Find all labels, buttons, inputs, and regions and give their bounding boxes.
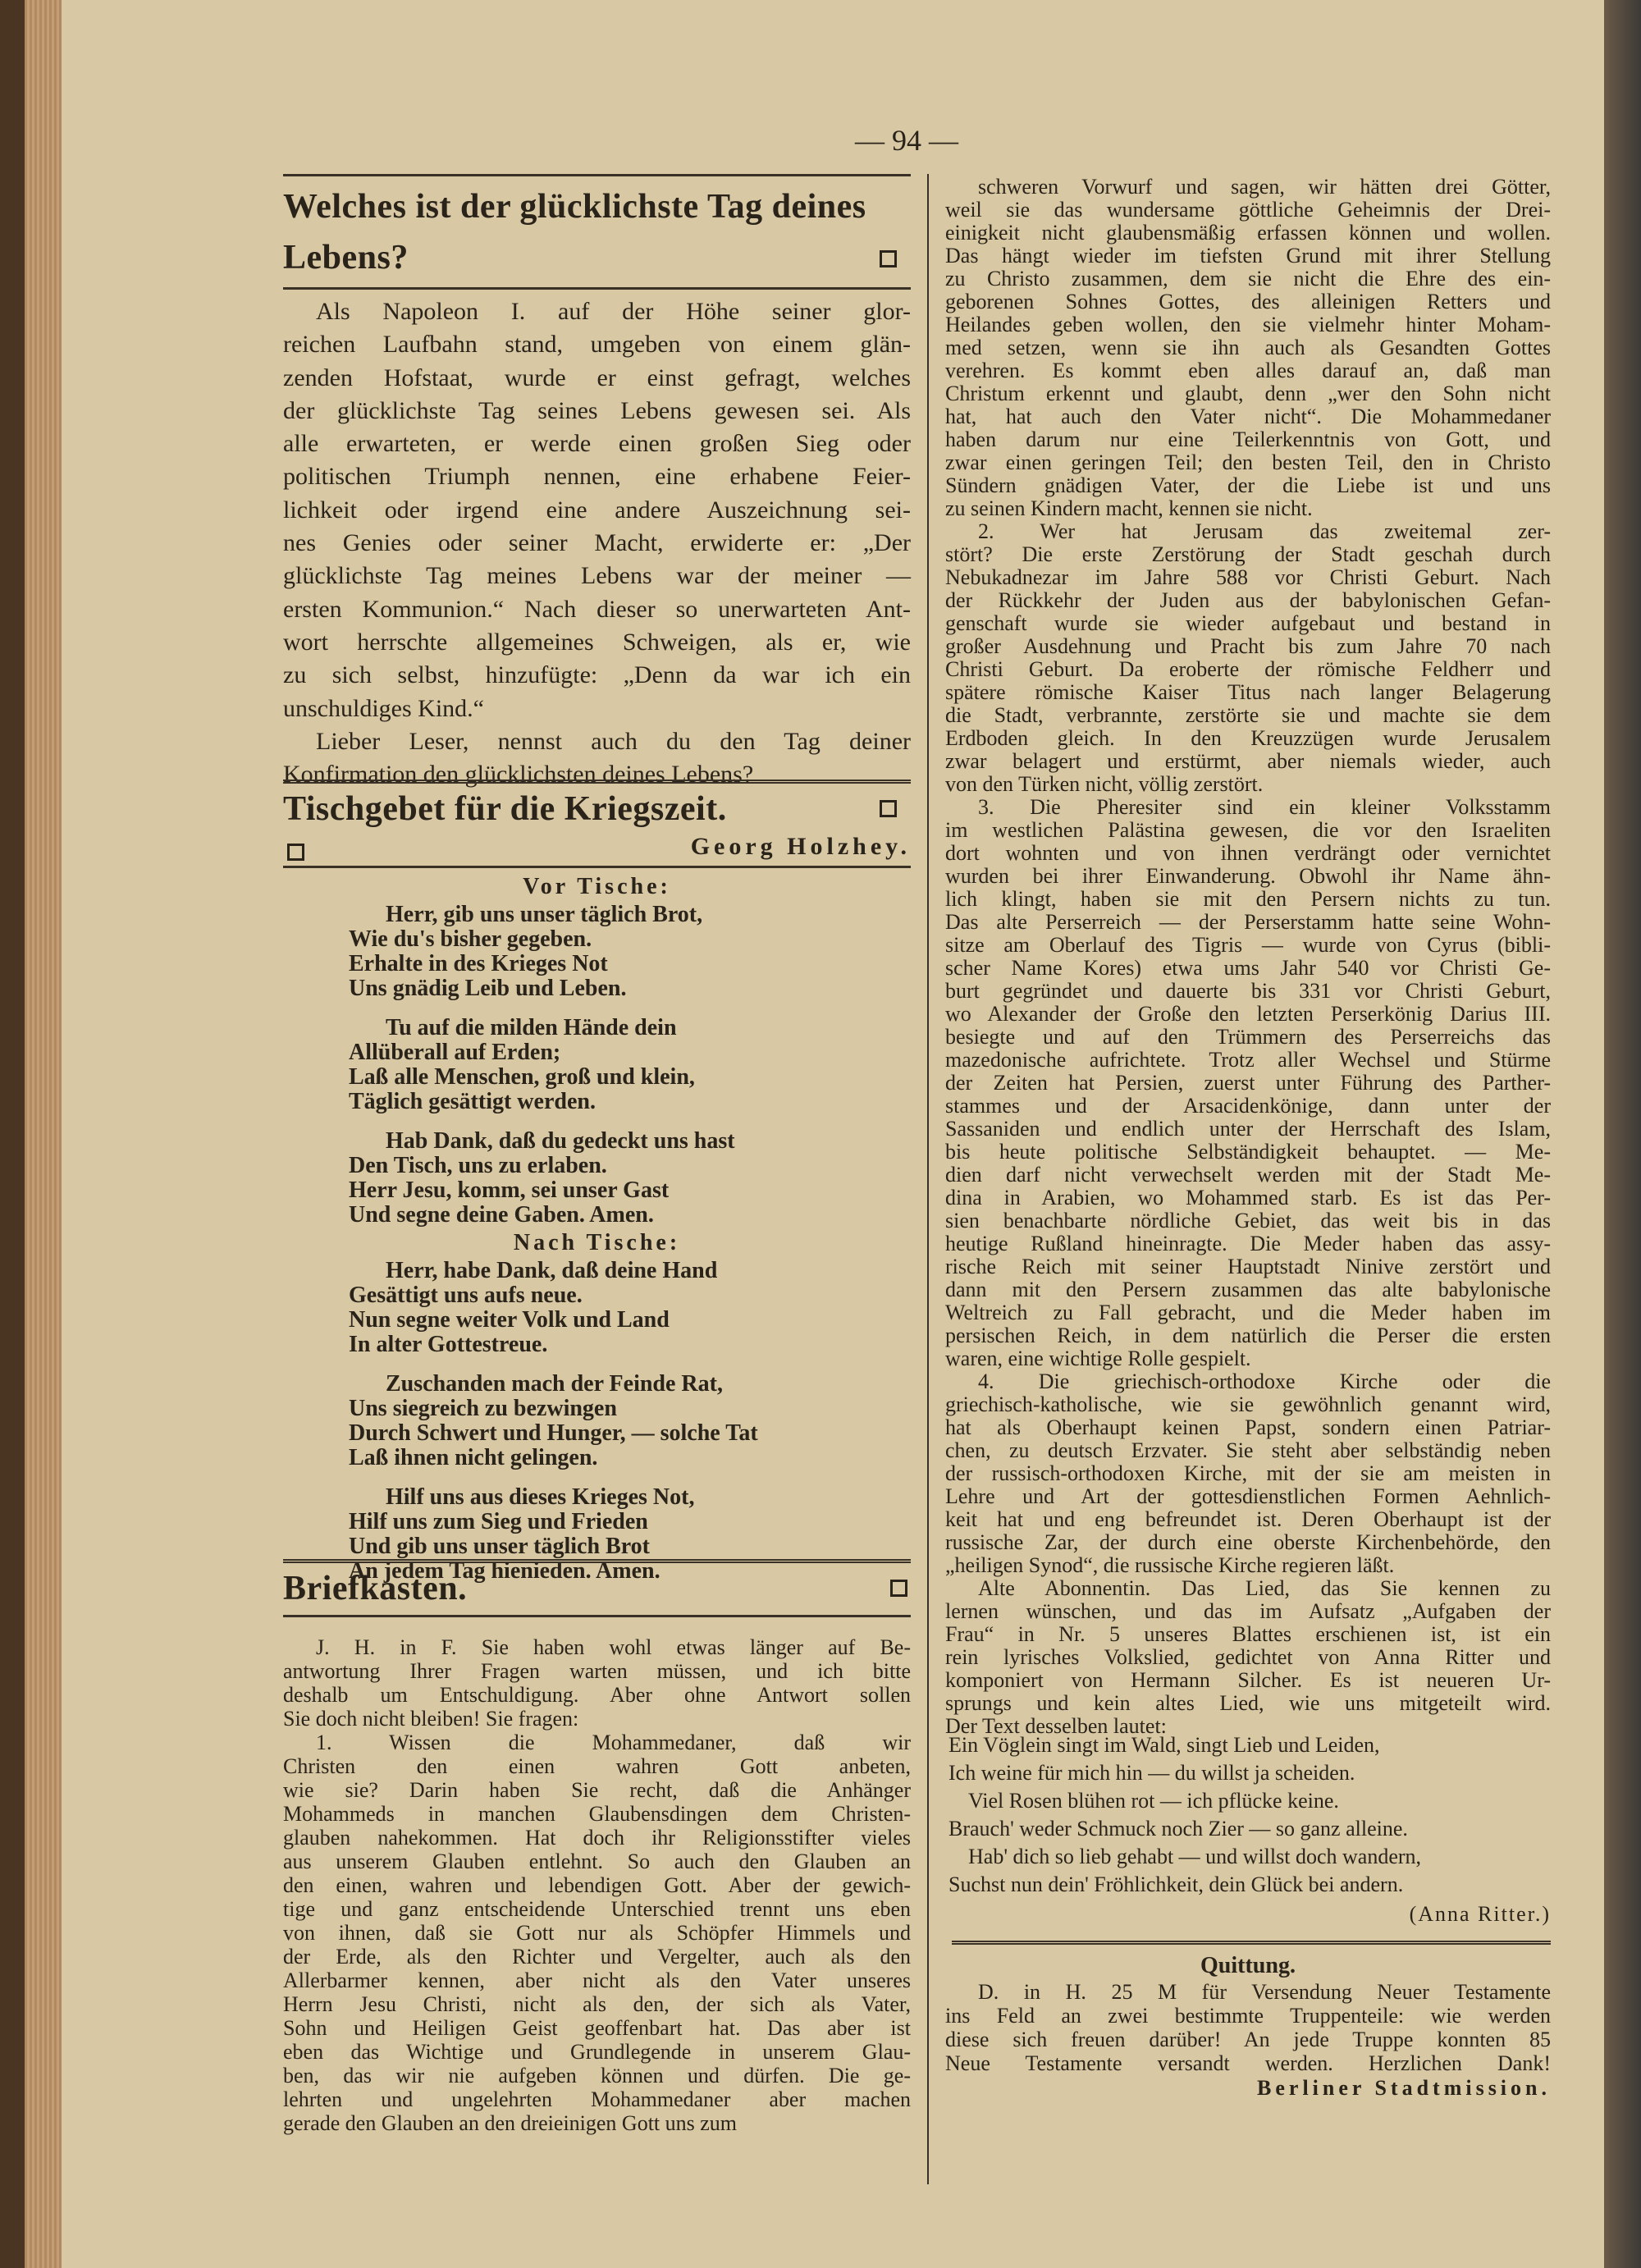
text-line: wurden bei ihrer Einwanderung. Obwohl ihr Name ähn- (945, 864, 1551, 888)
text-line: der glücklichste Tag seines Lebens gewesen sei. Als (283, 396, 911, 424)
text-line: Gesättigt uns aufs neue. (349, 1283, 583, 1308)
text-line: verehren. Es kommt eben alles darauf an, daß man (945, 359, 1551, 382)
text-line: nes Genies oder seiner Macht, erwiderte er: „Der (283, 529, 911, 557)
quittung-signature: Berliner Stadtmission. (1257, 2076, 1551, 2100)
text-line: heutige Rußland hineinragte. Die Meder haben das assy- (945, 1232, 1551, 1255)
text-line: die Stadt, verbrannte, zerstörte sie und machte sie dem (945, 703, 1551, 727)
text-line: antwortung Ihrer Fragen warten müssen, und ich bitte (283, 1659, 911, 1683)
text-line: genschaft wurde sie wieder aufgebaut und bestand in (945, 611, 1551, 635)
text-line: spätere römische Kaiser Titus nach langer Belagerung (945, 680, 1551, 704)
text-line: chen, zu deutsch Erzvater. Sie steht aber selbständig neben (945, 1438, 1551, 1462)
square-ornament-icon (880, 250, 897, 267)
text-line: Laß alle Menschen, groß und klein, (349, 1064, 695, 1090)
text-line: politischen Triumph nennen, eine erhabene Feier- (283, 463, 911, 491)
text-line: Nebukadnezar im Jahre 588 vor Christi Geburt. Nach (945, 565, 1551, 589)
quittung-title: Quittung. (1200, 1953, 1296, 1978)
text-line: Mohammeds in manchen Glaubensdingen dem Christen- (283, 1802, 911, 1826)
text-line: lichkeit oder irgend eine andere Auszeichnung sei- (283, 496, 911, 524)
song-author: (Anna Ritter.) (1409, 1902, 1551, 1926)
text-line: Den Tisch, uns zu erlaben. (349, 1153, 607, 1178)
text-line: Tu auf die milden Hände dein (386, 1015, 677, 1040)
stanza-gap (283, 1357, 911, 1372)
text-line: burt gegründet und dauerte bis 331 vor Christi Geburt, (945, 979, 1551, 1003)
text-line: diese sich freuen darüber! An jede Truppe konnten 85 (945, 2028, 1551, 2051)
text-line: Als Napoleon I. auf der Höhe seiner glor- (316, 298, 911, 325)
book-spine-edge (0, 0, 25, 2268)
text-line: schweren Vorwurf und sagen, wir hätten drei Götter, (978, 175, 1551, 199)
text-line: „heiligen Synod“, die russische Kirche regieren läßt. (945, 1553, 1395, 1577)
text-line: gerade den Glauben an den dreieinigen Gott uns zum (283, 2111, 738, 2135)
text-line: Lehre und Art der gottesdienstlichen Formen Aehnlich- (945, 1484, 1551, 1508)
text-line: wort herrschte allgemeines Schweigen, als er, wie (283, 628, 911, 656)
text-line: dann mit den Persern zusammen das alte babylonische (945, 1278, 1551, 1301)
text-line: zu seinen Kindern macht, kennen sie nicht. (945, 496, 1313, 520)
text-line: Herr, gib uns unser täglich Brot, (386, 902, 703, 927)
text-line: der Rückkehr der Juden aus der babylonischen Gefan- (945, 588, 1551, 612)
text-line: zwar belagert und erstürmt, aber niemals wieder, auch (945, 749, 1551, 773)
text-line: großer Ausdehnung und Pracht bis zum Jahre 70 nach (945, 634, 1551, 658)
text-line: hat als Oberhaupt keinen Papst, sondern einen Patriar- (945, 1415, 1551, 1439)
text-line: Uns gnädig Leib und Leben. (349, 976, 627, 1001)
text-line: haben darum nur eine Teilerkenntnis von Gott, und (945, 428, 1551, 451)
text-line: glücklichste Tag meines Lebens war der meiner — (283, 562, 911, 590)
text-line: im westlichen Palästina gewesen, die vor den Israeliten (945, 818, 1551, 842)
text-line: von den Türken nicht, völlig zerstört. (945, 772, 1264, 796)
text-line: Herr, habe Dank, daß deine Hand (386, 1258, 718, 1283)
text-line: Hab Dank, daß du gedeckt uns hast (386, 1128, 735, 1154)
text-line: aus unserem Glauben entlehnt. So auch den Glauben an (283, 1850, 911, 1873)
text-line: stört? Die erste Zerstörung der Stadt geschah durch (945, 542, 1551, 566)
text-line: Herrn Jesu Christi, nicht als den, der sich als Vater, (283, 1992, 911, 2016)
page-stack-edge (25, 0, 62, 2268)
text-line: persischen Reich, in dem natürlich die Perser die ersten (945, 1324, 1551, 1347)
text-line: 1. Wissen die Mohammedaner, daß wir (316, 1731, 911, 1754)
text-line: Durch Schwert und Hunger, — solche Tat (349, 1420, 758, 1446)
text-line: geborenen Sohnes Gottes, des alleinigen Retters und (945, 290, 1551, 313)
text-line: lehrten und ungelehrten Mohammedaner aber machen (283, 2087, 911, 2111)
stanza-gap (283, 1114, 911, 1129)
text-line: Konfirmation den glücklichsten deines Lebens? (283, 761, 754, 789)
article-body (283, 295, 911, 791)
text-line: eben das Wichtige und Grundlegende in unserem Glau- (283, 2040, 911, 2064)
poem (283, 871, 911, 1584)
text-line: Allerbarmer kennen, aber nicht als den Vater unseres (283, 1968, 911, 1992)
text-line: Lieber Leser, nennst auch du den Tag deiner (316, 727, 911, 755)
stanza-gap (283, 1470, 911, 1485)
text-line: zwar einen geringen Teil; den besten Teil, den in Christo (945, 450, 1551, 474)
text-line: Das alte Perserreich — der Perserstamm hatte seine Wohn- (945, 910, 1551, 934)
text-line: zenden Hofstaat, wurde er einst gefragt, welches (283, 364, 911, 391)
text-line: Das hängt wieder im tiefsten Grund mit ihrer Stellung (945, 244, 1551, 267)
text-line: Und gib uns unser täglich Brot (349, 1534, 650, 1559)
text-line: ersten Kommunion.“ Nach dieser so unerwarteten Ant- (283, 595, 911, 623)
text-line: scher Name Kores) etwa ums Jahr 540 vor Christi Ge- (945, 956, 1551, 980)
text-line: sprungs und kein altes Lied, wie uns mitgeteilt wird. (945, 1691, 1551, 1715)
text-line: J. H. in F. Sie haben wohl etwas länger auf Be- (316, 1635, 911, 1659)
text-line: Hilf uns aus dieses Krieges Not, (386, 1484, 695, 1510)
text-line: Nun segne weiter Volk und Land (349, 1307, 670, 1333)
text-line: von ihnen, daß sie Gott nur als Schöpfer Himmels und (283, 1921, 911, 1945)
text-line: Sohn und Heiligen Geist geoffenbart hat. Das aber ist (283, 2016, 911, 2040)
text-line: Vor Tische: (523, 874, 671, 899)
square-ornament-icon (287, 844, 304, 861)
text-line: zu Christo zusammen, dem sie nicht die Ehre des ein- (945, 267, 1551, 290)
text-line: komponiert von Hermann Silcher. Es ist neueren Ur- (945, 1668, 1551, 1692)
text-line: unschuldiges Kind.“ (283, 694, 484, 722)
text-line: D. in H. 25 M für Versendung Neuer Testamente (978, 1980, 1551, 2004)
book-right-edge (1604, 0, 1641, 2268)
article-title-line: Welches ist der glücklichste Tag deines (283, 188, 866, 226)
briefkasten-continued (945, 176, 1551, 1738)
text-line: keit hat und eng befreundet ist. Deren Oberhaupt ist der (945, 1507, 1551, 1531)
text-line: Sie doch nicht bleiben! Sie fragen: (283, 1707, 579, 1731)
text-line: Laß ihnen nicht gelingen. (349, 1445, 598, 1470)
text-line: Ein Vöglein singt im Wald, singt Lieb und Leiden, (948, 1733, 1380, 1757)
text-line: den einen, wahren und lebendigen Gott. Aber der gewich- (283, 1873, 911, 1897)
text-line: zu sich selbst, hinzufügte: „Denn da war ich ein (283, 661, 911, 689)
text-line: rein lyrisches Volkslied, gedichtet von Anna Ritter und (945, 1645, 1551, 1669)
text-line: Ich weine für mich hin — du willst ja scheiden. (948, 1761, 1355, 1785)
text-line: dien darf nicht verwechselt werden mit der Stadt Me- (945, 1163, 1551, 1187)
text-line: der Erde, als den Richter und Vergelter, auch als den (283, 1945, 911, 1968)
text-line: ben, das wir nie aufgeben können und dürfen. Die ge- (283, 2064, 911, 2087)
text-line: med setzen, wenn sie ihn auch als Gesandten Gottes (945, 336, 1551, 359)
rule (952, 1941, 1551, 1945)
text-line: Christum erkennt und glaubt, denn „wer den Sohn nicht (945, 382, 1551, 405)
poem-author: Georg Holzhey. (690, 833, 911, 860)
text-line: der russisch-orthodoxen Kirche, mit der sie am meisten in (945, 1461, 1551, 1485)
text-line: Viel Rosen blühen rot — ich pflücke keine. (968, 1789, 1339, 1813)
text-line: Suchst nun dein' Fröhlichkeit, dein Glück bei andern. (948, 1872, 1404, 1896)
text-line: wie sie? Darin haben Sie recht, daß die Anhänger (283, 1778, 911, 1802)
text-line: Alte Abonnentin. Das Lied, das Sie kennen zu (978, 1576, 1551, 1600)
text-line: Sassaniden und endlich unter der Herrschaft des Islam, (945, 1117, 1551, 1141)
text-line: dina in Arabien, wo Mohammed starb. Es ist das Per- (945, 1186, 1551, 1209)
text-line: Herr Jesu, komm, sei unser Gast (349, 1177, 670, 1203)
text-line: 4. Die griechisch-orthodoxe Kirche oder die (978, 1369, 1551, 1393)
text-line: Wie du's bisher gegeben. (349, 926, 592, 952)
text-line: sien benachbarte nördliche Gebiet, das weit bis in das (945, 1209, 1551, 1232)
text-line: stammes und der Arsacidenkönige, dann unter der (945, 1094, 1551, 1118)
text-line: Zuschanden mach der Feinde Rat, (386, 1371, 723, 1397)
text-line: hat, hat auch den Vater nicht“. Die Mohammedaner (945, 405, 1551, 428)
text-line: Erhalte in des Krieges Not (349, 951, 608, 976)
rule (283, 174, 911, 176)
text-line: Christi Geburt. Da eroberte der römische Feldherr und (945, 657, 1551, 681)
text-line: Hilf uns zum Sieg und Frieden (349, 1509, 648, 1534)
square-ornament-icon (880, 800, 897, 817)
text-line: 2. Wer hat Jerusam das zweitemal zer- (978, 519, 1551, 543)
text-line: 3. Die Pheresiter sind ein kleiner Volksstamm (978, 795, 1551, 819)
text-line: tige und ganz entscheidende Unterschied trennt uns eben (283, 1897, 911, 1921)
text-line: besiegte und auf den Trümmern des Perserreichs das (945, 1025, 1551, 1049)
text-line: rische Reich mit seiner Hauptstadt Ninive zerstört und (945, 1255, 1551, 1278)
article-title-line: Lebens? (283, 239, 409, 277)
text-line: Neue Testamente versandt werden. Herzlichen Dank! (945, 2051, 1551, 2075)
briefkasten-body (283, 1635, 911, 2135)
text-line: Christen den einen wahren Gott anbeten, (283, 1754, 911, 1778)
text-line: lich klingt, haben sie mit den Persern nichts zu tun. (945, 887, 1551, 911)
text-line: reichen Laufbahn stand, umgeben von einem glän- (283, 331, 911, 359)
text-line: Frau“ in Nr. 5 unseres Blattes erschienen ist, ist ein (945, 1622, 1551, 1646)
square-ornament-icon (890, 1580, 907, 1597)
stanza-gap (283, 1001, 911, 1016)
rule (283, 1559, 911, 1563)
song-text (945, 1731, 1551, 1899)
text-line: deshalb um Entschuldigung. Aber ohne Antwort sollen (283, 1683, 911, 1707)
page-number: — 94 — (855, 124, 958, 157)
text-line: griechisch-katholische, wie sie gewöhnlich genannt wird, (945, 1392, 1551, 1416)
text-line: Und segne deine Gaben. Amen. (349, 1202, 654, 1228)
text-line: Sündern gnädigen Vater, der die Liebe ist und uns (945, 473, 1551, 497)
text-line: Uns siegreich zu bezwingen (349, 1396, 617, 1421)
text-line: weil sie das wundersame göttliche Geheimnis der Drei- (945, 198, 1551, 222)
section-title-briefkasten: Briefkasten. (283, 1570, 468, 1607)
text-line: waren, eine wichtige Rolle gespielt. (945, 1347, 1251, 1370)
text-line: sitze am Oberlauf des Tigris — wurde von Cyrus (bibli- (945, 933, 1551, 957)
text-line: dort wohnten und von ihnen verdrängt oder vernichtet (945, 841, 1551, 865)
column-divider (927, 174, 929, 2184)
text-line: alle erwarteten, er werde einen großen Sieg oder (283, 430, 911, 458)
poem-title: Tischgebet für die Kriegszeit. (283, 790, 727, 828)
text-line: Hab' dich so lieb gehabt — und willst doch wandern, (968, 1845, 1422, 1868)
text-line: wo Alexander der Große den letzten Perserkönig Darius III. (945, 1002, 1551, 1026)
text-line: russische Zar, der durch eine oberste Kirchenbehörde, den (945, 1530, 1551, 1554)
text-line: einigkeit nicht glaubensmäßig erfassen können und wollen. (945, 221, 1551, 245)
text-line: In alter Gottestreue. (349, 1332, 548, 1357)
text-line: bis heute politische Selbständigkeit behauptet. — Me- (945, 1140, 1551, 1164)
rule (283, 866, 911, 868)
text-line: Heilandes geben wollen, den sie vielmehr hinter Moham- (945, 313, 1551, 336)
text-line: mazedonische aufrichtete. Trotz aller Wechsel und Stürme (945, 1048, 1551, 1072)
text-line: Allüberall auf Erden; (349, 1040, 561, 1065)
rule (283, 1615, 911, 1617)
text-line: der Zeiten hat Persien, zuerst unter Führung des Parther- (945, 1071, 1551, 1095)
quittung-body (945, 1980, 1551, 2075)
text-line: Nach Tische: (513, 1230, 681, 1255)
rule (283, 287, 911, 290)
text-line: glauben nahekommen. Hat doch ihr Religionsstifter vieles (283, 1826, 911, 1850)
text-line: ins Feld an zwei bestimmte Truppenteile: wie werden (945, 2004, 1551, 2028)
text-line: Der Text desselben lautet: (945, 1714, 1167, 1738)
text-line: Brauch' weder Schmuck noch Zier — so ganz alleine. (948, 1817, 1408, 1840)
text-line: Erdboden gleich. In den Kreuzzügen wurde Jerusalem (945, 726, 1551, 750)
text-line: An jedem Tag hienieden. Amen. (349, 1558, 661, 1584)
text-line: lernen wünschen, und das im Aufsatz „Aufgaben der (945, 1599, 1551, 1623)
text-line: Weltreich zu Fall gebracht, und die Meder haben im (945, 1301, 1551, 1324)
text-line: Täglich gesättigt werden. (349, 1089, 596, 1114)
rule (283, 780, 911, 784)
